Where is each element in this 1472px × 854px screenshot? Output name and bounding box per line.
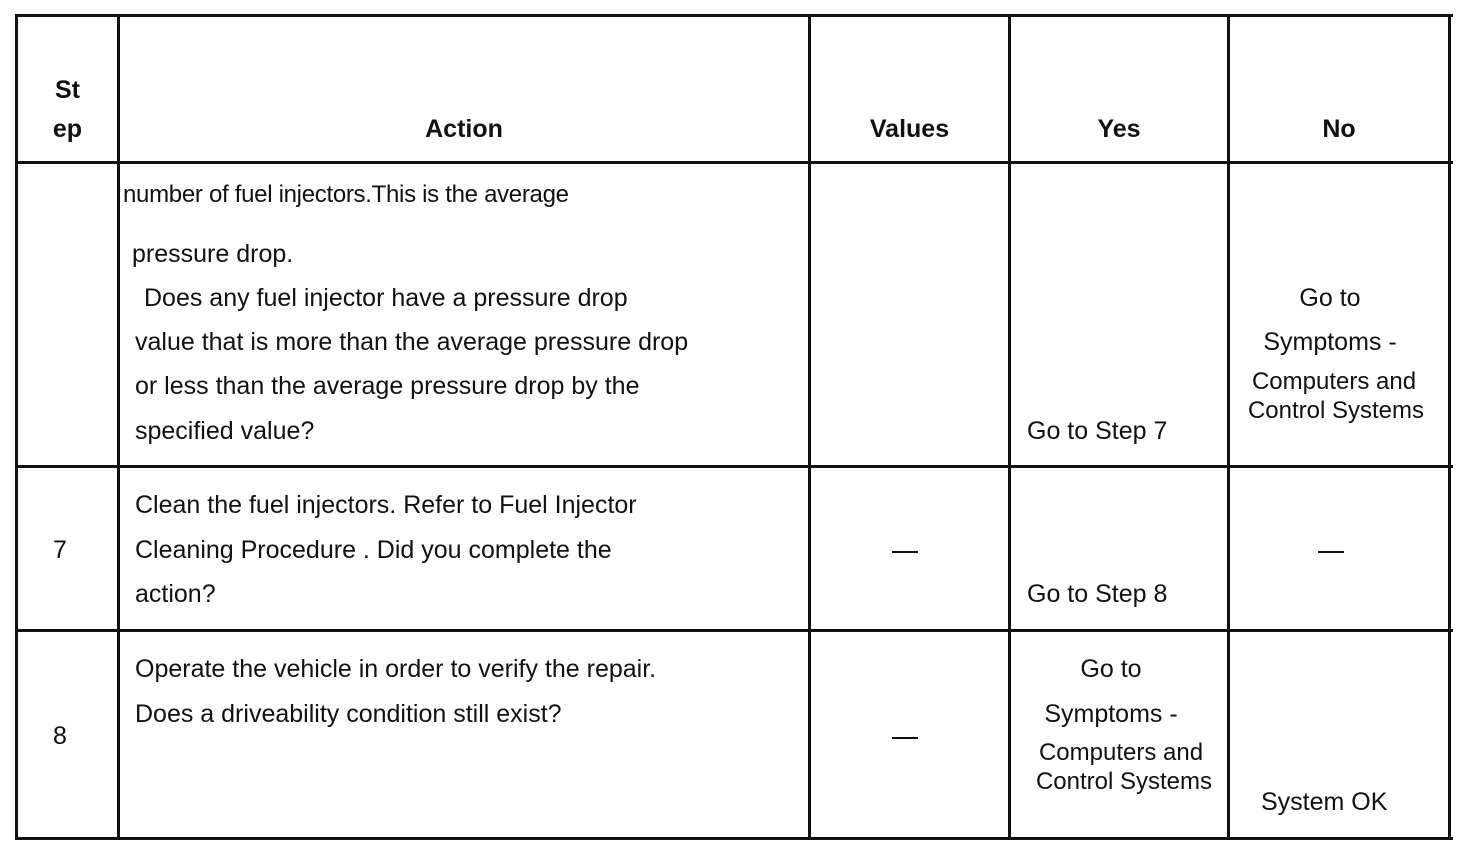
- step-number: 7: [53, 536, 67, 564]
- no-symptoms-line: Symptoms -: [1263, 328, 1397, 356]
- yes-go-to-step-7: Go to Step 7: [1027, 417, 1168, 445]
- yes-symptoms-line: Go to: [1080, 655, 1142, 683]
- header-values: Values: [869, 115, 950, 143]
- no-symptoms-line: Control Systems: [1247, 397, 1425, 424]
- action-text-line: Clean the fuel injectors. Refer to Fuel Injector: [135, 491, 637, 519]
- action-text-line: Does any fuel injector have a pressure drop: [144, 284, 628, 312]
- action-text-line: number of fuel injectors.This is the average: [123, 181, 569, 208]
- action-text-line: or less than the average pressure drop by the: [135, 372, 640, 400]
- header-yes: Yes: [1097, 115, 1141, 143]
- yes-symptoms-line: Symptoms -: [1044, 700, 1178, 728]
- values-dash: [892, 551, 918, 553]
- action-text-line: specified value?: [135, 417, 315, 445]
- no-system-ok: System OK: [1261, 788, 1388, 816]
- row-divider: [15, 629, 1453, 632]
- step-number: 8: [53, 722, 67, 750]
- header-divider: [15, 161, 1453, 164]
- row-divider: [15, 465, 1453, 468]
- yes-symptoms-line: Computers and: [1038, 739, 1204, 766]
- table-border-right: [1448, 14, 1451, 840]
- action-text-line: value that is more than the average pressure drop: [135, 328, 689, 356]
- action-text-line: Cleaning Procedure . Did you complete the: [135, 536, 612, 564]
- header-step-line1: St: [55, 76, 80, 104]
- header-action: Action: [425, 115, 503, 143]
- table-border-bottom: [15, 837, 1453, 840]
- no-symptoms-line: Go to: [1299, 284, 1361, 312]
- yes-symptoms-line: Control Systems: [1035, 768, 1213, 795]
- header-step-line2: ep: [52, 115, 83, 143]
- action-text-line: action?: [135, 580, 216, 608]
- yes-go-to-step-8: Go to Step 8: [1027, 580, 1168, 608]
- no-symptoms-line: Computers and: [1251, 368, 1417, 395]
- action-text-line: Operate the vehicle in order to verify the repair.: [135, 655, 657, 683]
- values-dash: [892, 737, 918, 739]
- no-dash: [1318, 551, 1344, 553]
- action-text-line: Does a driveability condition still exist?: [135, 700, 562, 728]
- header-no: No: [1322, 115, 1356, 143]
- table-border-top: [15, 14, 1453, 17]
- action-text-line: pressure drop.: [132, 240, 294, 268]
